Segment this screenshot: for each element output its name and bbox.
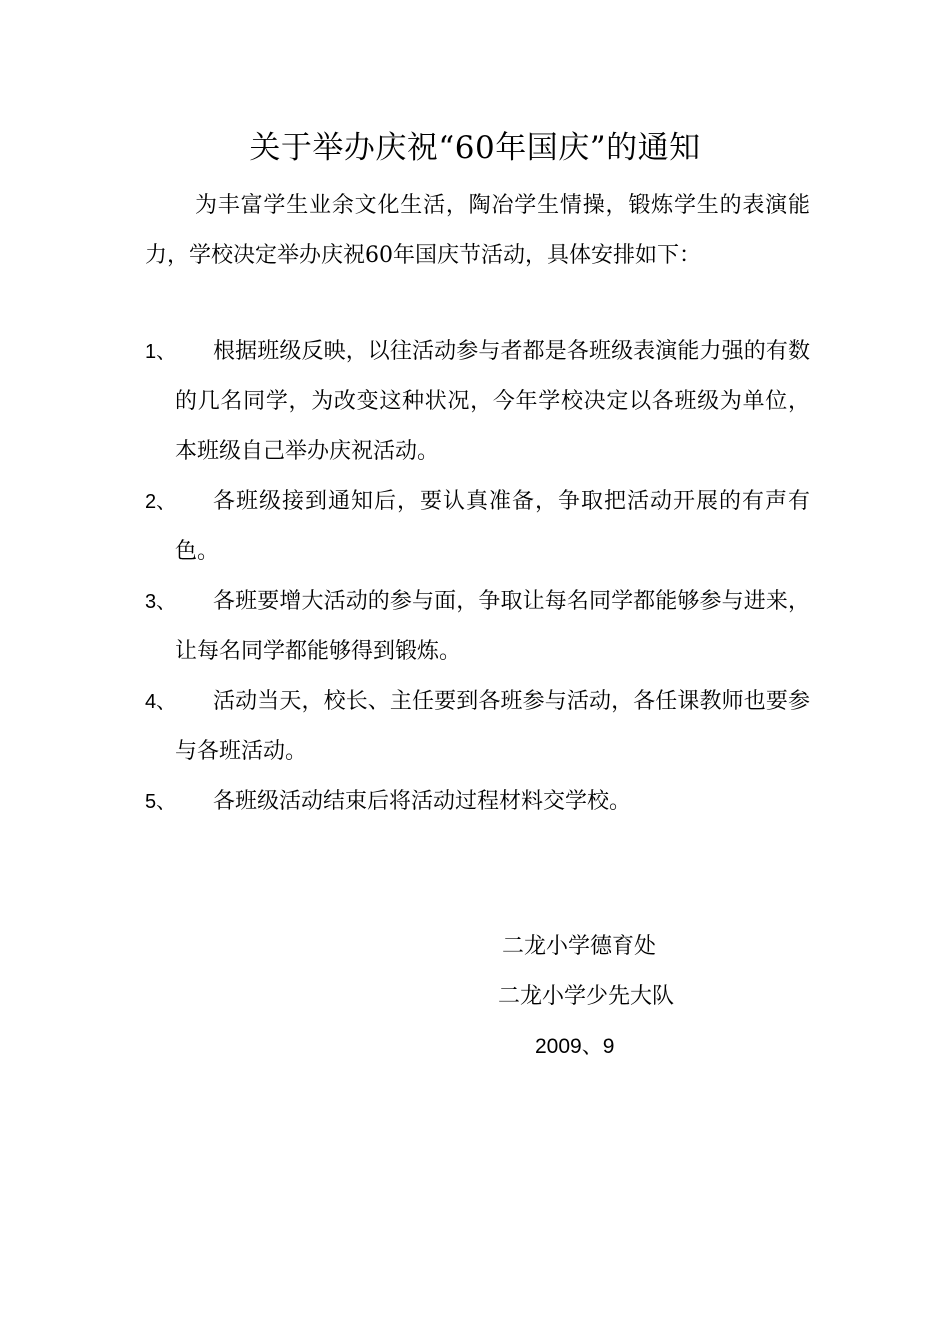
list-item-number: 1、 — [145, 341, 177, 363]
list-item-text: 各班级活动结束后将活动过程材料交学校。 — [213, 789, 632, 814]
list-item-number: 4、 — [145, 691, 177, 713]
list-item — [145, 477, 810, 577]
list-item-text: 根据班级反映，以往活动参与者都是各班级表演能力强的有数的几名同学，为改变这种状况，今年学校决定以各班级为单位，本班级自己举办庆祝活动。 — [175, 339, 810, 464]
issuer-young-pioneers-brigade: 二龙小学少先大队 — [498, 984, 675, 1009]
list-item — [145, 777, 810, 827]
notice-title: 关于举办庆祝“60年国庆”的通知 — [249, 130, 701, 166]
notice-intro: 为丰富学生业余文化生活，陶冶学生情操，锻炼学生的表演能力，学校决定举办庆祝60年国庆节活动，具体安排如下： — [145, 193, 810, 268]
list-item-number: 3、 — [145, 591, 177, 613]
list-item — [145, 327, 810, 477]
issuer-moral-education-office: 二龙小学德育处 — [502, 934, 657, 959]
list-item-number: 5、 — [145, 791, 177, 813]
list-item — [145, 577, 810, 677]
list-item-text: 各班要增大活动的参与面，争取让每名同学都能够参与进来，让每名同学都能够得到锻炼。 — [175, 589, 810, 664]
notice-items-list — [145, 327, 810, 827]
list-item-number: 2、 — [145, 491, 177, 513]
list-item-text: 各班级接到通知后，要认真准备，争取把活动开展的有声有色。 — [175, 489, 810, 564]
notice-date: 2009、9 — [535, 1035, 615, 1058]
list-item-text: 活动当天，校长、主任要到各班参与活动，各任课教师也要参与各班活动。 — [175, 689, 810, 764]
list-item — [145, 677, 810, 777]
